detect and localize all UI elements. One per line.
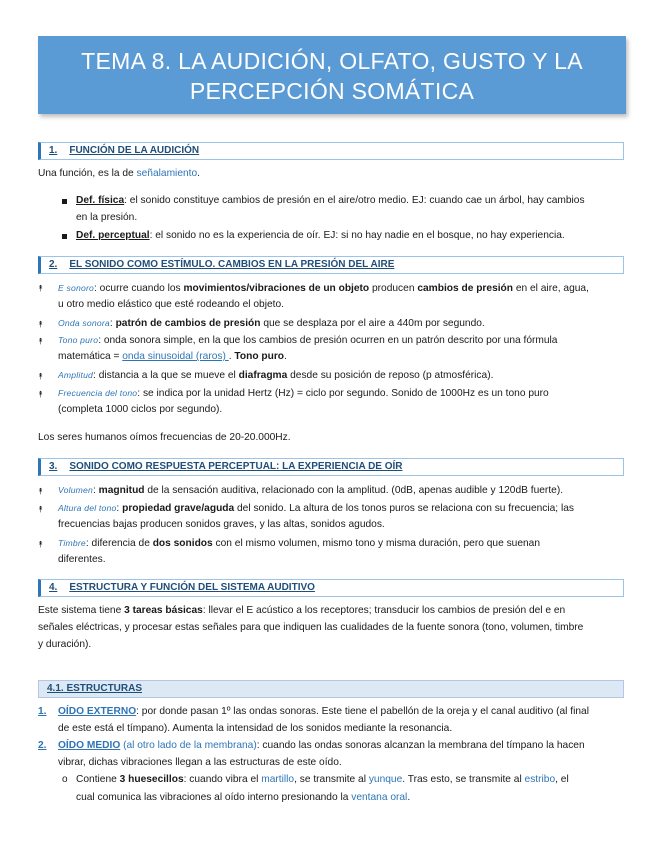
def-fisica: Def. física: el sonido constituye cambios de presión en el aire/otro medio. EJ: cuando cae un árbol, hay cambios [76,195,585,206]
tono-puro-cont: matemática = onda sinusoidal (raros) . Tono puro. [58,351,287,362]
section-1-intro: Una función, es la de señalamiento. [38,168,200,179]
list-number-2: 2. [38,740,47,751]
frecuencia-cont: (completa 1000 ciclos por segundo). [58,404,223,415]
def-fisica-cont: en la presión. [76,212,138,223]
section-3-heading: 3. SONIDO COMO RESPUESTA PERCEPTUAL: LA EXPERIENCIA DE OÍR [38,458,624,476]
arrow-bullet-icon: ⯭ [38,389,44,399]
oido-externo-cont: de este está el tímpano). Aumenta la intensidad de los sonidos mediante la resonancia. [58,723,453,734]
huesecillos-item: Contiene 3 huesecillos: cuando vibra el martillo, se transmite al yunque. Tras esto, se transmite al estribo, el [76,774,569,785]
arrow-bullet-icon: ⯭ [38,336,44,346]
oido-medio-cont: vibrar, dichas vibraciones llegan a las estructuras de este oído. [58,757,342,768]
title-line-1: TEMA 8. LA AUDICIÓN, OLFATO, GUSTO Y LA [81,48,583,74]
e-sonoro-item: E sonoro: ocurre cuando los movimientos/vibraciones de un objeto producen cambios de presión en el aire, agua, [58,283,589,294]
volumen-item: Volumen: magnitud de la sensación auditiva, relacionado con la amplitud. (0dB, apenas audible y 120dB fuerte). [58,485,564,496]
timbre-cont: diferentes. [58,554,106,565]
circle-bullet-icon: o [62,774,68,785]
subsection-4-1-heading: 4.1. ESTRUCTURAS [38,680,624,698]
section-4-para-2: señales eléctricas, y procesar estas señales para que indiquen las cualidades de la fuente sonora (tono, volumen, timbre [38,622,584,633]
altura-item: Altura del tono: propiedad grave/aguda del sonido. La altura de los tonos puros se relaciona con su frecuencia; las [58,503,574,514]
section-1-heading: 1. FUNCIÓN DE LA AUDICIÓN [38,142,624,160]
timbre-item: Timbre: diferencia de dos sonidos con el mismo volumen, mismo tono y misma duración, pero que suenan [58,538,540,549]
frecuencia-item: Frecuencia del tono: se indica por la unidad Hertz (Hz) = ciclo por segundo. Sonido de 1000Hz es un tono puro [58,388,549,399]
def-perceptual: Def. perceptual: el sonido no es la experiencia de oír. EJ: si no hay nadie en el bosque, no hay experiencia. [76,230,565,241]
arrow-bullet-icon: ⯭ [38,539,44,549]
section-4-heading: 4. ESTRUCTURA Y FUNCIÓN DEL SISTEMA AUDITIVO [38,579,624,597]
oido-medio-item: OÍDO MEDIO (al otro lado de la membrana): cuando las ondas sonoras alcanzan la membrana del tímpano la hacen [58,740,585,751]
section-2-heading: 2. EL SONIDO COMO ESTÍMULO. CAMBIOS EN LA PRESIÓN DEL AIRE [38,256,624,274]
huesecillos-cont: cual comunica las vibraciones al oído interno presionando la ventana oral. [76,792,411,803]
frequency-range-note: Los seres humanos oímos frecuencias de 20-20.000Hz. [38,432,291,443]
altura-cont: frecuencias bajas producen sonidos graves, y las altas, sonidos agudos. [58,519,385,530]
oido-externo-item: OÍDO EXTERNO: por donde pasan 1º las ondas sonoras. Este tiene el pabellón de la oreja y el canal auditivo (al final [58,706,589,717]
section-4-para-1: Este sistema tiene 3 tareas básicas: llevar el E acústico a los receptores; transducir los cambios de presión del e en [38,605,566,616]
tono-puro-item: Tono puro: onda sonora simple, en la que los cambios de presión ocurren en un patrón descrito por una fórmula [58,335,558,346]
title-line-2: PERCEPCIÓN SOMÁTICA [189,78,475,104]
list-number-1: 1. [38,706,47,717]
onda-sonora-item: Onda sonora: patrón de cambios de presión que se desplaza por el aire a 440m por segundo. [58,318,485,329]
arrow-bullet-icon: ⯭ [38,504,44,514]
e-sonoro-cont: u otro medio elástico que esté rodeando el objeto. [58,299,284,310]
square-bullet-icon [62,234,67,239]
document-title [38,36,626,114]
arrow-bullet-icon: ⯭ [38,283,44,293]
amplitud-item: Amplitud: distancia a la que se mueve el diafragma desde su posición de reposo (p atmosférica). [58,370,494,381]
arrow-bullet-icon: ⯭ [38,486,44,496]
arrow-bullet-icon: ⯭ [38,319,44,329]
square-bullet-icon [62,199,67,204]
section-4-para-3: y duración). [38,639,92,650]
arrow-bullet-icon: ⯭ [38,371,44,381]
